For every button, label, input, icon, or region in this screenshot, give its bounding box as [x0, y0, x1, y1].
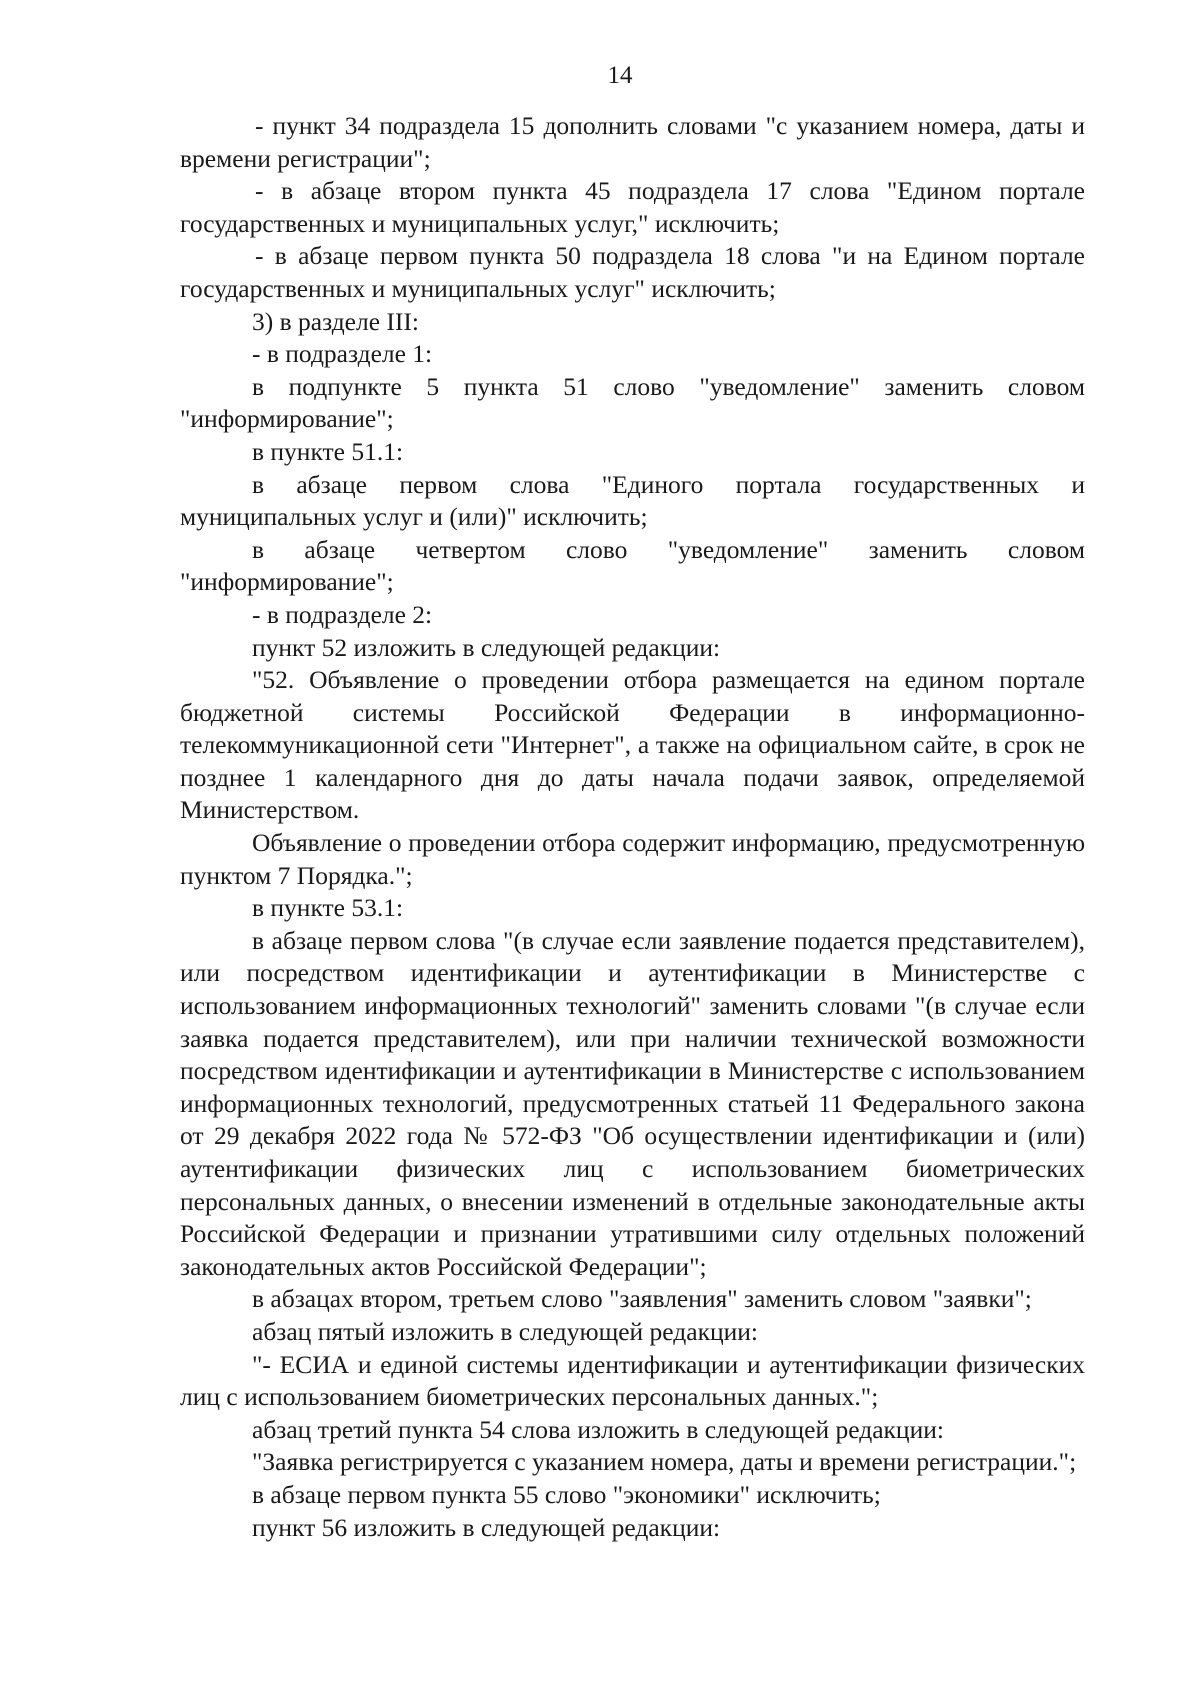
paragraph-4: 3) в разделе III:: [252, 306, 419, 336]
paragraph-21: в абзаце первом пункта 55 слово "экономики" исключить;: [252, 1479, 881, 1509]
paragraph-14: в пункте 53.1:: [252, 893, 404, 923]
paragraph-6: в подпункте 5 пункта 51 слово "уведомление" заменить словом "информирование";: [180, 371, 1085, 434]
paragraph-13: Объявление о проведении отбора содержит информацию, предусмотренную пунктом 7 Порядка.";: [180, 828, 1085, 890]
paragraph-19: абзац третий пункта 54 слова изложить в следующей редакции:: [252, 1414, 944, 1444]
paragraph-15: в абзаце первом слова "(в случае если заявление подается представителем), или посредством идентификации и аутентификации в Министерстве с использованием информационных технологий" заменить словами "(в случае если заявка подается представителем), или при наличии технической возможности посредством идентификации и аутентификации в Министерстве с использованием информационных технологий, предусмотренных статьей 11 Федерального закона от 29 декабря 2022 года № 572-ФЗ "Об осуществлении идентификации и (или) аутентификации физических лиц с использованием биометрических персональных данных, о внесении изменений в отдельные законодательные акты Российской Федерации и признании утратившими силу отдельных положений законодательных актов Российской Федерации";: [180, 925, 1085, 1281]
paragraph-17: абзац пятый изложить в следующей редакции:: [252, 1316, 758, 1346]
paragraph-3: - в абзаце первом пункта 50 подраздела 18 слова "и на Едином портале государственных и муниципальных услуг" исключить;: [180, 241, 1085, 303]
paragraph-8: в абзаце первом слова "Единого портала государственных и муниципальных услуг и (или)" исключить;: [180, 469, 1085, 532]
paragraph-11: пункт 52 изложить в следующей редакции:: [252, 632, 721, 662]
paragraph-7: в пункте 51.1:: [252, 436, 404, 466]
paragraph-2: - в абзаце втором пункта 45 подраздела 17 слова "Едином портале государственных и муниципальных услуг," исключить;: [180, 176, 1085, 238]
page-number: 14: [607, 62, 633, 89]
paragraph-22: пункт 56 изложить в следующей редакции:: [252, 1512, 721, 1542]
paragraph-9: в абзаце четвертом слово "уведомление" заменить словом "информирование";: [180, 534, 1085, 597]
paragraph-5: - в подразделе 1:: [252, 339, 433, 369]
paragraph-18: "- ЕСИА и единой системы идентификации и аутентификации физических лиц с использованием биометрических персональных данных.";: [180, 1349, 1085, 1412]
paragraph-16: в абзацах втором, третьем слово "заявления" заменить словом "заявки";: [252, 1284, 1032, 1314]
paragraph-12: "52. Объявление о проведении отбора размещается на едином портале бюджетной системы Российской Федерации в информационно-телекоммуникационной сети "Интернет", а также на официальном сайте, в срок не позднее 1 календарного дня до даты начала подачи заявок, определяемой Министерством.: [180, 665, 1085, 825]
paragraph-1: - пункт 34 подраздела 15 дополнить словами "с указанием номера, даты и времени регистрации";: [180, 111, 1085, 173]
document-body: [180, 110, 1085, 1544]
paragraph-20: "Заявка регистрируется с указанием номера, даты и времени регистрации.";: [252, 1447, 1077, 1477]
paragraph-10: - в подразделе 2:: [252, 599, 433, 629]
